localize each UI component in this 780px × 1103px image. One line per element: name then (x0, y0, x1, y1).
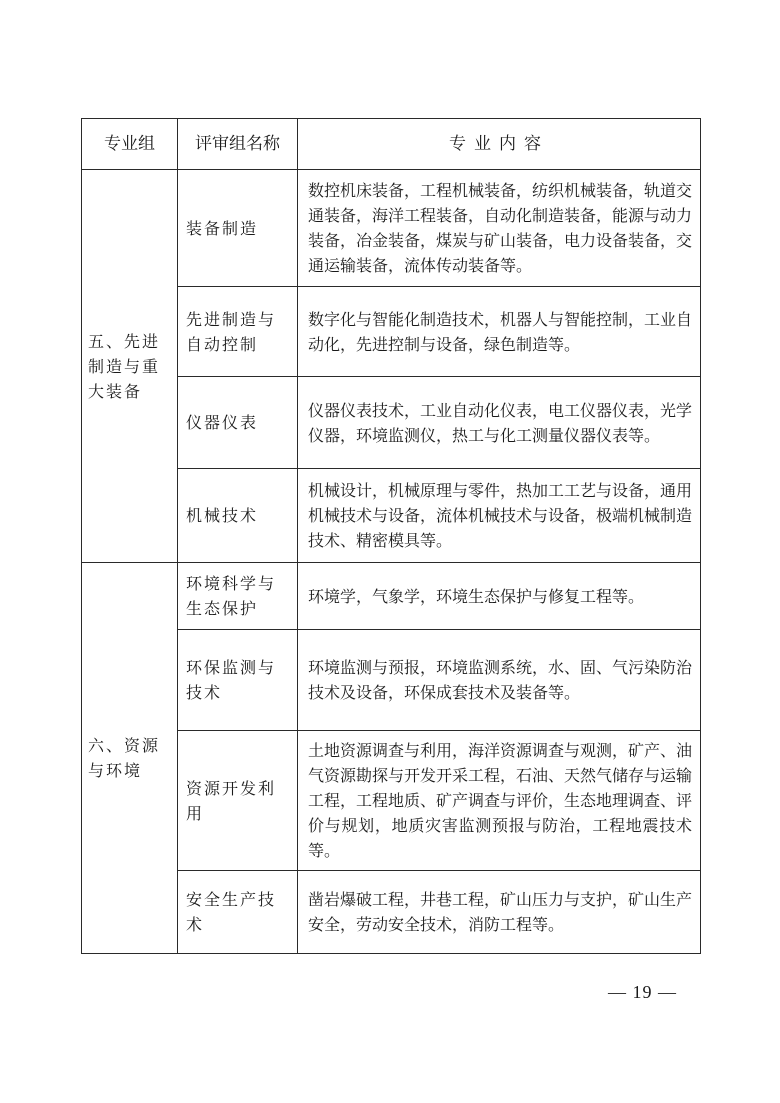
group-cell: 环境科学与生态保护 (178, 563, 298, 630)
header-major: 专业组 (82, 119, 178, 170)
group-cell: 先进制造与自动控制 (178, 287, 298, 377)
table-row (82, 170, 701, 287)
specialty-table (81, 118, 701, 954)
group-cell: 资源开发利用 (178, 731, 298, 871)
content-cell: 土地资源调查与利用，海洋资源调查与观测，矿产、油气资源勘探与开发开采工程，石油、天然气储存与运输工程，工程地质、矿产调查与评价，生态地理调查、评价与规划，地质灾害监测预报与防治，工程地震技术等。 (298, 731, 701, 871)
major-cell: 六、资源与环境 (82, 563, 178, 954)
group-cell: 环保监测与技术 (178, 630, 298, 731)
table-row (82, 563, 701, 630)
content-cell: 仪器仪表技术，工业自动化仪表，电工仪器仪表，光学仪器，环境监测仪，热工与化工测量仪器仪表等。 (298, 377, 701, 469)
content-cell: 机械设计，机械原理与零件，热加工工艺与设备，通用机械技术与设备，流体机械技术与设备，极端机械制造技术、精密模具等。 (298, 469, 701, 563)
header-content: 专业内容 (298, 119, 701, 170)
group-cell: 机械技术 (178, 469, 298, 563)
group-cell: 仪器仪表 (178, 377, 298, 469)
group-cell: 安全生产技术 (178, 871, 298, 954)
table-header-row (82, 119, 701, 170)
content-cell: 数字化与智能化制造技术，机器人与智能控制，工业自动化，先进控制与设备，绿色制造等。 (298, 287, 701, 377)
content-cell: 凿岩爆破工程，井巷工程，矿山压力与支护，矿山生产安全，劳动安全技术，消防工程等。 (298, 871, 701, 954)
page-number: — 19 — (608, 982, 677, 1002)
header-group: 评审组名称 (178, 119, 298, 170)
major-cell: 五、先进制造与重大装备 (82, 170, 178, 563)
content-cell: 环境监测与预报，环境监测系统，水、固、气污染防治技术及设备，环保成套技术及装备等。 (298, 630, 701, 731)
content-cell: 数控机床装备，工程机械装备，纺织机械装备，轨道交通装备，海洋工程装备，自动化制造装备，能源与动力装备，冶金装备，煤炭与矿山装备，电力设备装备，交通运输装备，流体传动装备等。 (298, 170, 701, 287)
content-cell: 环境学，气象学，环境生态保护与修复工程等。 (298, 563, 701, 630)
group-cell: 装备制造 (178, 170, 298, 287)
